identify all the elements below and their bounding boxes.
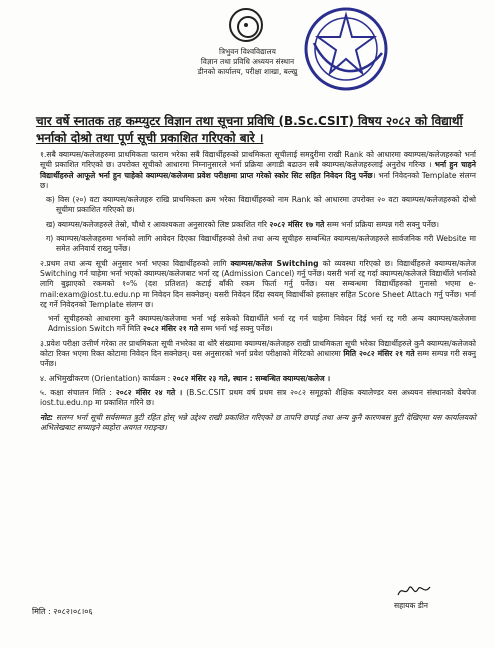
notice-title: चार वर्षे स्नातक तह कम्प्युटर विज्ञान तथा सूचना प्रविधि (B.Sc.CSIT) विषय २०८२ को विद्यार्थी भर्नाको दोश्रो तथा पूर्ण सूची प्रकाशित गरिएको बारे । <box>36 114 463 145</box>
paragraph-2-end: को व्यवस्था गरिएको छ। विद्यार्थीहरुले क्याम्पस/कलेज Switching गर्न चाहेमा भर्ना भएको क्याम्पस/कलेजबाट भर्ना रद्द (Admission Cancel) गर्नु पर्नेछ। यसरी भर्ना रद्द गर्दा क्याम्पस/कलेजले विद्यार्थीले भर्नाको लागि बुझाएको रकमको १०% (दश प्रतिशत) कटाई बाँकी रकम फिर्ता गर्नु पर्नेछ। यस सम्बन्धमा विद्यार्थीहरुको गुनासो भएमा e-mail:exam@iost.tu.edu.np मा निवेदन दिन सक्नेछन्। यसरी निवेदन दिँदा स्वयम् विद्यार्थीको हस्ताक्षर सहित Score Sheet Attach गर्नु पर्नेछ। भर्ना रद्द गर्ने निवेदनको Template संलग्न छ। <box>40 258 476 309</box>
paragraph-4-bold: २०८२ मंसिर २३ गते, स्थान : सम्बन्धित क्याम्पस/कलेज । <box>172 373 331 383</box>
paragraph-3-end: सम्म सम्पन्न गरी सक्नु पर्नेछ। <box>40 349 476 369</box>
notice-date: मिति : २०८२।०८।०६ <box>32 607 93 616</box>
paragraph-3 <box>40 339 476 370</box>
paragraph-1b-end: सम्म भर्ना प्रक्रिया सम्पन्न गरी सक्नु पर्नेछ। <box>326 219 440 229</box>
paragraph-1b <box>40 220 476 230</box>
paragraph-2b-text: भर्ना सूचीहरुको आधारमा कुनै क्याम्पस/कलेजमा भर्ना भई सकेको विद्यार्थीले भर्ना रद्द गर्न चाहेमा निवेदन दिई भर्ना रद्द गरी अन्य क्याम्पस/कलेजमा Admission Switch गर्ने मिति <box>48 314 476 334</box>
paragraph-2b-end: सम्म भर्ना भई सक्नु पर्नेछ। <box>200 324 273 334</box>
note <box>40 413 476 434</box>
note-text: सलग्न भर्ना सूची सर्वसम्मत त्रुटी रहित होस् भन्ने उद्देश्य राखी प्रकाशित गरिएको छ तापनि छपाई तथा अन्य कुनै कारणबस त्रुटी देखिएमा यस कार्यालयको अभिलेखबाट सच्याइने व्यहोरा अवगत गराइन्छ। <box>40 412 476 432</box>
university-name: त्रिभुवन विश्वविद्यालय <box>219 47 276 56</box>
office-address: डीनको कार्यालय, परीक्षा शाखा, बल्खु <box>197 67 298 76</box>
paragraph-4-text: ४. अभिमुखीकरण (Orientation) कार्यक्रम : <box>40 373 171 383</box>
letterhead <box>0 0 495 110</box>
notice-body <box>40 150 476 437</box>
paragraph-5-date: २०८२ मंसिर २४ गते । <box>115 387 183 397</box>
paragraph-2-bold: क्याम्पस/कलेज Switching <box>230 258 319 268</box>
paragraph-2 <box>40 259 476 310</box>
paragraph-5-text: ५. कक्षा संचालन मिति : <box>40 387 112 397</box>
paragraph-1a: क) विस (२०) वटा क्याम्पस/कलेजहरु राखि प्राथमिकता क्रम भरेका विद्यार्थीहरुको नाम Rank को आधारमा उपरोक्त २० वटा क्याम्पस/कलेजहरुको दोश्रो सूचीमा प्रकाशित गरिएको छ। <box>46 195 476 215</box>
paragraph-1c: ग) क्याम्पस/कलेजहरुमा भर्नाको लागि आवेदन दिएका विद्यार्थीहरुको तेश्रो तथा अन्य सूचीहरु सम्बन्धित क्याम्पस/कलेजहरुले सार्वजनिक गरी Website मा समेत अनिवार्य राख्नु पर्नेछ। <box>46 234 476 254</box>
paragraph-4 <box>40 374 476 384</box>
university-logo-icon <box>229 8 263 42</box>
paragraph-2-text: २.प्रथम तथा अन्य सूची अनुसार भर्ना भएका विद्यार्थीहरुको लागि <box>40 258 227 268</box>
paragraph-3-date: मिति २०८२ मंसिर २१ गते <box>343 349 415 359</box>
paragraph-1 <box>40 150 476 191</box>
paragraph-1-bold: भर्ना हुन चाहने विद्यार्थीहरुले आफूले भर्ना हुन चाहेको क्याम्पस/कलेजमा प्रवेश परीक्षामा प्राप्त गरेको स्कोर सिट सहित निवेदन दिनु पर्नेछ <box>40 160 476 180</box>
signatory-title: सहायक डीन <box>394 601 429 610</box>
paragraph-1-end: । भर्ना निवेदनको Template संलग्न छ। <box>40 170 477 190</box>
paragraph-2b <box>40 314 476 335</box>
institute-name: विज्ञान तथा प्रविधि अध्ययन संस्थान <box>200 57 295 66</box>
paragraph-2b-date: २०८२ मंसिर २१ गते <box>142 324 198 334</box>
paragraph-1b-text: ख) क्याम्पस/कलेजहरुले तेस्रो, चौथो र आवश्यकता अनुसारको लिष्ट प्रकाशित गरि <box>46 219 267 229</box>
paragraph-1b-date: २०८२ मंसिर १७ गते <box>269 219 325 229</box>
paragraph-1-text: १.सबै क्याम्पस/कलेजहरुमा प्राथमिकता फाराम भरेका सबै विद्यार्थीहरुको प्राथमिकता सूचीलाई समदुरीमा राखी Rank को आधारमा क्याम्पस/कलेजहरुको भर्ना सूची प्रकाशित गरिएको छ। उपरोक्त सूचीको आधारमा निम्नानुसारले भर्ना प्रक्रिया अगाडी बढाउन सबै क्याम्पस/कलेजहरुलाई अनुरोध गरिन्छ । <box>40 150 476 170</box>
note-label: नोट: <box>40 412 54 422</box>
paragraph-5 <box>40 388 476 409</box>
signature-icon <box>396 583 432 599</box>
paragraph-3-text: ३.प्रवेश परीक्षा उत्तीर्ण गरेका तर प्राथमिकता सूची नभरेका वा थोरै संख्यामा क्याम्पस/कलेजहरु राखी प्राथमिकता सूची भरेका विद्यार्थीहरुले कुनै क्याम्पस/कलेजको कोटा रिक्त भएमा रिक्त कोटामा निवेदन दिन सक्नेछन्। यस अनुसारको भर्ना प्रवेश परीक्षाको मेरिटको आधारमा <box>40 338 476 359</box>
paragraph-5-end: (B.Sc.CSIT प्रथम वर्ष प्रथम सत्र २०८२ समूहको शैक्षिक क्यालेण्डर यस अध्ययन संस्थानको वेबपेज iost.tu.edu.np मा प्रकाशित गरिने छ। <box>40 387 476 408</box>
